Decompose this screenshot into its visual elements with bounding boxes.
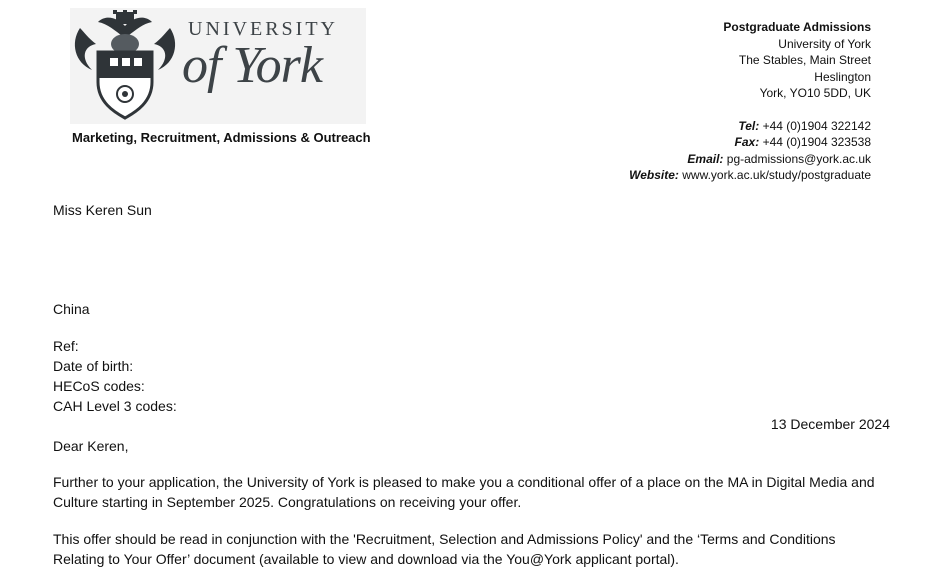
department-name: Marketing, Recruitment, Admissions & Outreach [72, 130, 371, 145]
ref-label: Ref: [53, 338, 79, 354]
cah-label: CAH Level 3 codes: [53, 398, 177, 414]
letter-date: 13 December 2024 [770, 416, 890, 432]
sender-address [629, 19, 871, 184]
address-line: York, YO10 5DD, UK [759, 86, 871, 100]
dob-label: Date of birth: [53, 358, 134, 374]
office-title: Postgraduate Admissions [723, 20, 871, 34]
crest-icon [70, 8, 180, 124]
address-line: University of York [778, 36, 871, 51]
logo-university-text: UNIVERSITY [188, 18, 338, 40]
university-logo [70, 8, 366, 124]
fax-row [629, 134, 871, 151]
email-row [629, 151, 871, 168]
salutation: Dear Keren, [53, 438, 129, 454]
website-label: Website: [629, 168, 679, 182]
recipient-name: Miss Keren Sun [53, 202, 152, 218]
email-label: Email: [687, 151, 724, 166]
email-value[interactable]: pg-admissions@york.ac.uk [726, 151, 871, 166]
tel-row [629, 118, 871, 135]
offer-paragraph: Further to your application, the University of York is pleased to make you a conditional offer of a place on the MA in Digital Media and Culture starting in September 2025. Congratulations on receiving your offer. [53, 474, 875, 510]
logo-york-text: of York [182, 37, 322, 94]
policy-paragraph: This offer should be read in conjunction with the 'Recruitment, Selection and Admissions Policy' and the ‘Terms and Conditions Relating to Your Offer’ document (available to view and download via the You@York applicant portal). [53, 531, 836, 567]
fax-label: Fax: [734, 135, 760, 149]
website-row [629, 167, 871, 184]
reference-fields [53, 336, 177, 416]
fax-value: +44 (0)1904 323538 [762, 135, 871, 149]
tel-label: Tel: [738, 118, 760, 133]
hecos-label: HECoS codes: [53, 378, 145, 394]
address-line: The Stables, Main Street [738, 53, 871, 67]
recipient-country: China [53, 301, 90, 317]
tel-value: +44 (0)1904 322142 [762, 118, 871, 133]
address-line: Heslington [814, 69, 871, 84]
website-value[interactable]: www.york.ac.uk/study/postgraduate [682, 168, 871, 182]
